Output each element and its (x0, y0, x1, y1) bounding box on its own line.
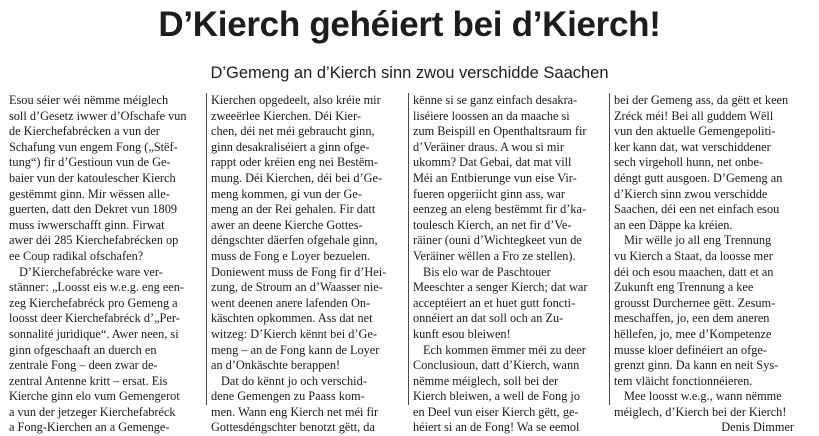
text-line: liséiere loossen an da maache si (413, 108, 570, 123)
column-divider (609, 93, 610, 405)
article-column-4 (614, 93, 808, 436)
text-line: Méi an Entbierunge vun eise Vir- (413, 170, 577, 185)
text-line: tem vläicht fonctionnéieren. (614, 373, 753, 388)
text-line: Doniewent muss de Fong fir d’Hei- (211, 264, 387, 279)
text-line: Gottesdéngschter benotzt gëtt, da (211, 420, 375, 435)
text-line: Ech kommen ëmmer méi zu deer (423, 342, 586, 357)
text-line: muss de Fong e Loyer bezuelen. (211, 248, 371, 263)
text-line: guerten, datt den Dekret vun 1809 (9, 202, 178, 217)
text-line: awer an deene Kierche Gottes- (211, 217, 363, 232)
text-line: ukomm? Dat Gebai, dat mat vill (413, 155, 572, 170)
text-line: awer déi 285 Kierchefabrécken op (9, 233, 179, 248)
text-line: kunft esou bleiwen! (413, 326, 511, 341)
text-line: D’Kierchefabrécke ware ver- (19, 264, 163, 279)
text-line: Mir wëlle jo all eng Trennung (624, 233, 772, 248)
text-line: Zréck méi! Bei all guddem Wëll (614, 108, 774, 123)
text-line: Veräiner wëllen a Fro ze stellen). (413, 248, 576, 263)
text-line: fueren opgeriicht ginn ass, war (413, 186, 565, 201)
text-line: baier vun der katoulescher Kierch (9, 170, 176, 185)
text-line: d’Kierch sinn zwou verschidde (614, 186, 768, 201)
text-line: déngt gutt ausgoen. D’Gemeng an (614, 170, 783, 185)
text-line: grousst Durchernee gëtt. Zesum- (614, 295, 776, 310)
text-line: gestëmmt ginn. Mir wëssen alle- (9, 186, 170, 201)
text-line: toulesch Kierch, an net fir d’Ve- (413, 217, 572, 232)
article-column-3 (413, 93, 607, 436)
text-line: de Kierchefabrécken a vun der (9, 124, 160, 139)
subheadline: D’Gemeng an d’Kierch sinn zwou verschidde Saachen (210, 64, 609, 82)
text-line: Dat do kënnt jo och verschid- (221, 373, 367, 388)
text-line: déngschter däerfen ofgehale ginn, (211, 233, 378, 248)
text-line: sonnalité juridique“. Awer neen, si (9, 326, 179, 341)
text-line: a Fong-Kierchen an a Gemenge- (9, 420, 170, 435)
text-line: meng kommen, gi vun der Ge- (211, 186, 362, 201)
text-line: zweeërlee Kierchen. Déi Kier- (211, 108, 361, 123)
text-line: meng – an de Fong kann de Loyer (211, 342, 380, 357)
text-line: Kierche ginn elo vum Gemengerot (9, 389, 180, 404)
text-line: went deenen anere lafenden On- (211, 295, 371, 310)
text-line: ee Coup radikal ofschafen? (9, 248, 144, 263)
text-line: men. Wann eng Kierch net méi fir (211, 404, 379, 419)
text-line: eenzeg an eleng bestëmmt fir d’ka- (413, 202, 587, 217)
article-column-2 (211, 93, 405, 436)
text-line: stännег: „Loosst eis w.e.g. eng een- (9, 280, 184, 295)
text-line: ker kann dat, wat verschiddener (614, 139, 771, 154)
column-divider (206, 93, 207, 405)
text-line: Schafung vun engem Fong („Stëf- (9, 139, 178, 154)
headline: D’Kierch gehéiert bei d’Kierch! (158, 5, 661, 44)
text-line: Mee loosst w.e.g., wann nëmme (624, 389, 782, 404)
text-line: ginn desakraliséiert a ginn ofge- (211, 139, 370, 154)
text-line: onnéiert an dat soll och an Zu- (413, 311, 564, 326)
text-line: hëllefen, jo, mee d’Kompetenze (614, 326, 772, 341)
text-line: meschaffen, jo, een dem aneren (614, 311, 770, 326)
text-line: rappt oder kréien eng nei Bestëm- (211, 155, 378, 170)
text-line: zung, de Stroum an d’Waasser nie- (211, 280, 383, 295)
text-line: Saachen, déi een net einfach esou (614, 202, 780, 217)
text-line: acceptéiert an et huet gutt foncti- (413, 295, 576, 310)
text-line: nëmme méiglech, soll bei der (413, 373, 559, 388)
text-line: déi och esou maachen, datt et an (614, 264, 774, 279)
text-line: räiner (ouni d’Wichtegkeet vun de (413, 233, 582, 248)
text-line: méiglech, d’Kierch bei der Kierch! (614, 404, 787, 419)
text-line: bei der Gemeng ass, da gëtt et keen (614, 93, 789, 107)
text-line: soll d’Gesetz iwwer d’Ofschafe vun (9, 108, 187, 123)
text-line: zeg Kierchefabréck pro Gemeng a (9, 295, 178, 310)
text-line: a vun der jetzeger Kierchefabréck (9, 404, 176, 419)
text-line: Zukunft eng Trennung a kee (614, 280, 754, 295)
text-line: loosst deer Kierchefabréck d’„Per- (9, 311, 180, 326)
text-line: musse kloer definéiert an ofge- (614, 342, 767, 357)
text-line: muss iwwerschafft ginn. Firwat (9, 217, 165, 232)
text-line: zentrale Fong – deen zwar de- (9, 358, 158, 373)
text-line: Kierchen opgedeelt, also kréie mir (211, 93, 381, 107)
text-line: käschten opkommen. Ass dat net (211, 311, 373, 326)
text-line: zentral Antenne kritt – ersat. Eis (9, 373, 168, 388)
text-line: Conclusioun, datt d’Kierch, wann (413, 358, 580, 373)
text-line: ginn ofgeschaaft an duerch en (9, 342, 157, 357)
text-line: zum Beispill en Openthaltsraum fir (413, 124, 587, 139)
author-byline: Denis Dimmer (721, 420, 794, 435)
text-line: Meeschter a senger Kierch; dat war (413, 280, 588, 295)
text-line: grenzt ginn. Da kann en neit Sys- (614, 358, 779, 373)
article-column-1 (9, 93, 203, 436)
text-line: Esou séier wéi nëmme méiglech (9, 93, 169, 107)
column-divider (408, 93, 409, 405)
text-line: dene Gemengen zu Paass kom- (211, 389, 365, 404)
text-line: chen, déi net méi gebraucht ginn, (211, 124, 375, 139)
text-line: tung“) fir d’Gestioun vun de Ge- (9, 155, 171, 170)
text-line: an d’Onkäschte berappen! (211, 358, 341, 373)
text-line: vun den aktuelle Gemengepoliti- (614, 124, 776, 139)
text-line: héiert si an de Fong! Wa se eemol (413, 420, 580, 435)
text-line: kënne si se ganz einfach desakra- (413, 93, 578, 107)
text-line: Bis elo war de Paschtouer (423, 264, 551, 279)
text-line: witzeg: D’Kierch kënnt bei d’Ge- (211, 326, 377, 341)
text-line: meng an der Rei gehalen. Fir datt (211, 202, 376, 217)
text-line: mung. Déi Kierchen, déi bei d’Ge- (211, 170, 383, 185)
text-line: d’Veräiner draus. A wou si mir (413, 139, 564, 154)
text-line: vu Kierch a Staat, da loosse mer (614, 248, 773, 263)
text-line: sech virgeholl hunn, net onbe- (614, 155, 764, 170)
text-line: en Deel vun eiser Kierch gëtt, ge- (413, 404, 579, 419)
text-line: Kierch bleiwen, a well de Fong jo (413, 389, 580, 404)
text-line: an een Däppe ka kréien. (614, 217, 733, 232)
